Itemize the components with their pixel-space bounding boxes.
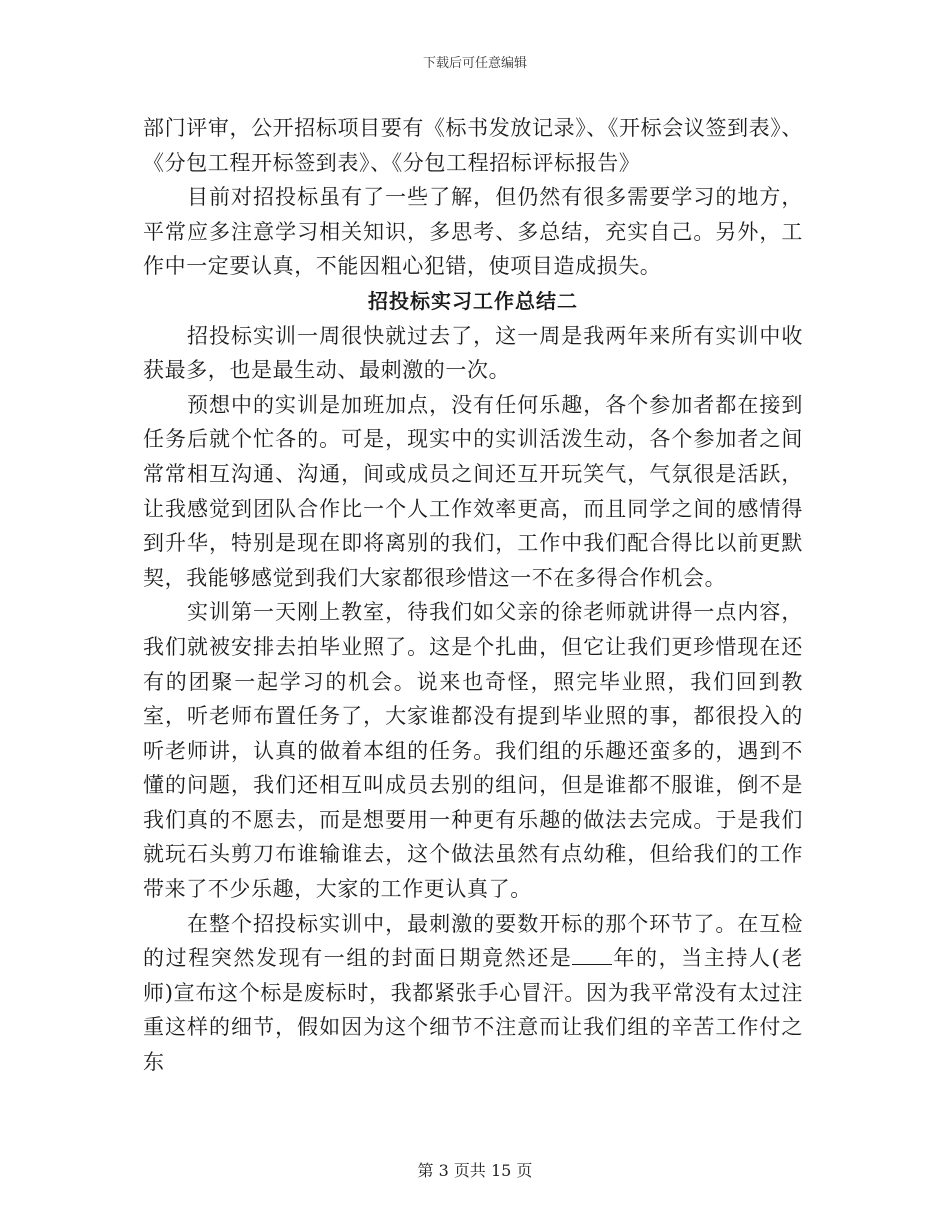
paragraph-6-part-1: 在整个招投标实训中，最刺激的要数开标的那个环节了。在互检的过程突然发现有一组的封面日期竟然还是 — [143, 911, 803, 971]
paragraph-1: 部门评审，公开招标项目要有《标书发放记录》、《开标会议签到表》、《分包工程开标签到表》、《分包工程招标评标报告》 — [143, 116, 803, 175]
fill-in-blank — [572, 946, 612, 965]
section-title: 招投标实习工作总结二 — [368, 288, 578, 313]
page-number: 第 3 页共 15 页 — [417, 1161, 533, 1180]
paragraph-5: 实训第一天刚上教室，待我们如父亲的徐老师就讲得一点内容，我们就被安排去拍毕业照了。这是个扎曲，但它让我们更珍惜现在还有的团聚一起学习的机会。说来也奇怪，照完毕业照，我们回到教室，听老师布置任务了，大家谁都没有提到毕业照的事，都很投入的听老师讲，认真的做着本组的任务。我们组的乐趣还蛮多的，遇到不懂的问题，我们还相互叫成员去别的组问，但是谁都不服谁，倒不是我们真的不愿去，而是想要用一种更有乐趣的做法去完成。于是我们就玩石头剪刀布谁输谁去，这个做法虽然有点幼稚，但给我们的工作带来了不少乐趣，大家的工作更认真了。 — [143, 600, 803, 902]
page-header: 下载后可任意编辑 — [422, 56, 527, 71]
paragraph-2: 目前对招投标虽有了一些了解，但仍然有很多需要学习的地方，平常应多注意学习相关知识，多思考、多总结，充实自己。另外，工作中一定要认真，不能因粗心犯错，使项目造成损失。 — [143, 185, 803, 279]
paragraph-4: 预想中的实训是加班加点，没有任何乐趣，各个参加者都在接到任务后就个忙各的。可是，现实中的实训活泼生动，各个参加者之间常常相互沟通、沟通，间或成员之间还互开玩笑气，气氛很是活跃，让我感觉到团队合作比一个人工作效率更高，而且同学之间的感情得到升华，特别是现在即将离别的我们，工作中我们配合得比以前更默契，我能够感觉到我们大家都很珍惜这一不在多得合作机会。 — [143, 392, 803, 590]
document-body — [143, 111, 803, 1080]
paragraph-6-part-2: 年的，当主持人(老师)宣布这个标是废标时，我都紧张手心冒汗。因为我平常没有太过注重这样的细节，假如因为这个细节不注意而让我们组的辛苦工作付之东 — [143, 946, 803, 1075]
paragraph-6 — [143, 907, 803, 1080]
paragraph-3: 招投标实训一周很快就过去了，这一周是我两年来所有实训中收获最多，也是最生动、最刺激的一次。 — [143, 323, 803, 383]
